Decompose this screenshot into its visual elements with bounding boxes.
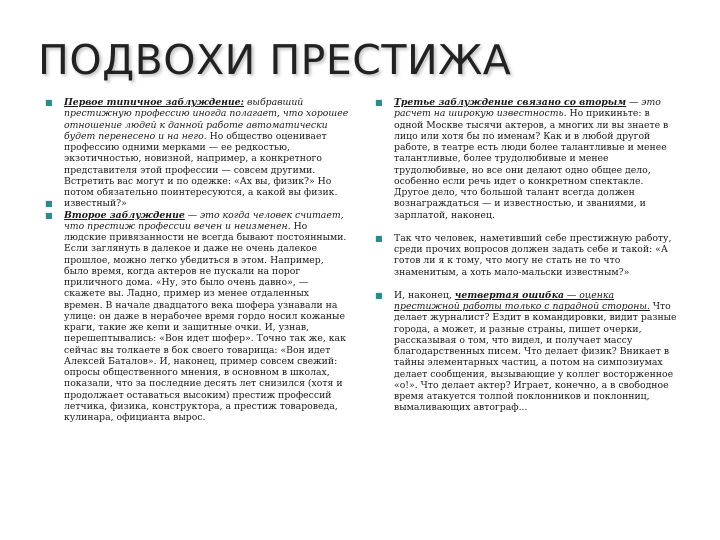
first-misconception-italic: выбравший престижную профессию иногда полагает, что хорошее отношение людей к данной работе автоматически будет перенесено и на него. bbox=[64, 97, 349, 142]
bullet-first-misconception bbox=[44, 97, 350, 198]
square-bullet-icon: ■ bbox=[45, 199, 53, 209]
second-misconception-heading: Второе заблуждение bbox=[64, 209, 185, 221]
square-bullet-icon: ■ bbox=[375, 98, 383, 107]
left-column bbox=[44, 97, 350, 423]
fourth-mistake-heading: четвертая ошибка bbox=[454, 289, 565, 301]
third-misconception-italic: — это расчет на широкую известность. bbox=[394, 97, 661, 120]
first-misconception-heading: Первое типичное заблуждение: bbox=[64, 97, 244, 108]
square-bullet-icon: ■ bbox=[45, 210, 53, 220]
slide-title: ПОДВОХИ ПРЕСТИЖА bbox=[38, 36, 512, 84]
famous-question-text: известный?» bbox=[64, 198, 127, 210]
bullet-fourth-mistake bbox=[374, 290, 680, 414]
second-misconception-italic: — это когда человек считает, что престиж профессии вечен и неизменен. bbox=[64, 209, 344, 232]
fourth-mistake-text: Что делает журналист? Ездит в командировки, видит разные города, а может, и разные страны, пишет очерки, рассказывая о том, что видел, и получает массу благодарственных писем. Что делает физик? Вникает в тайны элементарных частиц, а потом на симпозиумах делает сообщения, вызывающие у коллег восторженное «о!». Что делает актер? Играет, конечно, а в свободное время атакуется толпой поклонников и поклонниц, вымаливающих автограф... bbox=[394, 301, 677, 414]
bullet-ready-question bbox=[374, 233, 680, 278]
right-column bbox=[374, 97, 680, 414]
second-misconception-text: Но людские привязанности не всегда бывают постоянными. Если заглянуть в далекое и даже не очень далекое прошлое, можно легко убедиться в этом. Например, было время, когда актеров не пускали на порог приличного дома. «Ну, это было очень давно», — скажете вы. Ладно, пример из менее отдаленных времен. В начале двадцатого века шофера узнавали на улице: он даже в нерабочее время гордо носил кожаные краги, такие же кепи и защитные очки. И, узнав, перешептывались: «Вон идет шофер». Точно так же, как сейчас вы толкаете в бок своего товарища: «Вон идет Алексей Баталов». И, наконец, пример совсем свежий: опросы общественного мнения, в основном в школах, показали, что за последние десять лет снизился (хотя и продолжает оставаться высоким) престиж профессий летчика, физика, конструктора, а престиж товароведа, кулинара, официанта вырос. bbox=[64, 220, 347, 423]
bullet-famous-question bbox=[44, 198, 350, 209]
square-bullet-icon: ■ bbox=[375, 290, 383, 300]
bullet-second-misconception bbox=[44, 210, 350, 424]
bullet-third-misconception bbox=[374, 97, 680, 221]
square-bullet-icon: ■ bbox=[45, 98, 53, 107]
third-misconception-heading: Третье заблуждение связано со вторым bbox=[394, 97, 627, 108]
third-misconception-text: Но прикиньте: в одной Москве тысячи актеров, а многих ли вы знаете в лицо или хотя бы по именам? Как и в любой другой работе, в театре есть люди более талантливые и менее талантливые, более трудолюбивые и менее трудолюбивые, но все они делают одно общее дело, особенно если речь идет о конкретном спектакле. Другое дело, что большой талант всегда должен вознаграждаться — и известностью, и званиями, и зарплатой, наконец. bbox=[394, 108, 669, 221]
first-misconception-text: Но общество оценивает профессию одними мерками — ее редкостью, экзотичностью, новизной, например, а конкретного представителя этой профессии — совсем другими. Встретить вас могут и по одежке: «Ах вы, физик?» Но потом обязательно поинтересуются, а какой вы физик. bbox=[64, 130, 338, 198]
fourth-mistake-italic: — оценка престижной работы только с парадной стороны. bbox=[394, 289, 650, 312]
fourth-mistake-pre: И, наконец, bbox=[394, 289, 455, 301]
ready-question-text: Так что человек, наметивший себе престижную работу, среди прочих вопросов должен задать себе и такой: «А готов ли я к тому, что могу не стать не то что знаменитым, а хоть мало-мальски известным?» bbox=[394, 232, 672, 278]
square-bullet-icon: ■ bbox=[375, 233, 383, 243]
